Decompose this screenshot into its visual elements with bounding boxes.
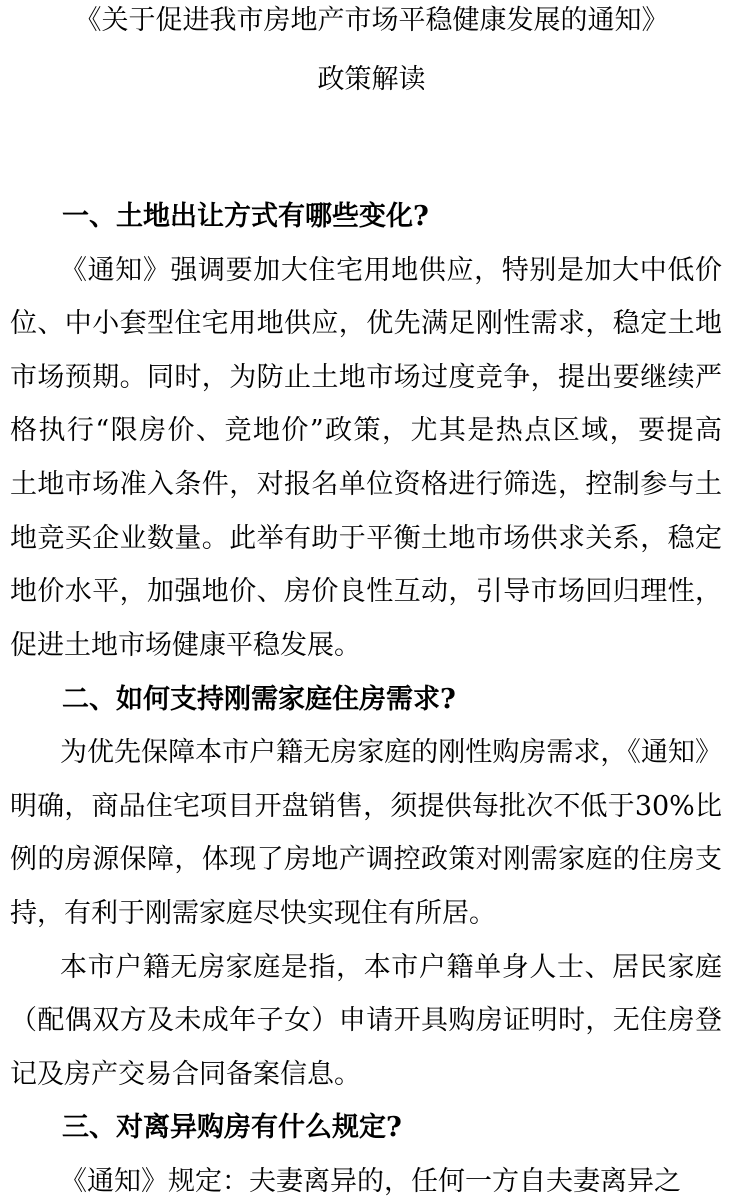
paragraph-line: 持，有利于刚需家庭尽快实现住有所居。 — [10, 898, 496, 929]
section-heading-1: 一、土地出让方式有哪些变化? — [62, 201, 429, 232]
paragraph-line: 市场预期。同时，为防止土地市场过度竞争，提出要继续严 — [10, 362, 722, 393]
paragraph-line: 位、中小套型住宅用地供应，优先满足刚性需求，稳定土地 — [10, 308, 722, 339]
paragraph-line: 记及房产交易合同备案信息。 — [10, 1059, 361, 1090]
paragraph-line: 为优先保障本市户籍无房家庭的刚性购房需求，《通知》 — [60, 737, 722, 768]
paragraph-line: 地竞买企业数量。此举有助于平衡土地市场供求关系，稳定 — [10, 523, 722, 554]
paragraph-line: 土地市场准入条件，对报名单位资格进行筛选，控制参与土 — [10, 469, 722, 500]
paragraph-line: （配偶双方及未成年子女）申请开具购房证明时，无住房登 — [10, 1005, 722, 1036]
paragraph-line: 例的房源保障，体现了房地产调控政策对刚需家庭的住房支 — [10, 844, 722, 875]
paragraph-line: 《通知》强调要加大住宅用地供应，特别是加大中低价 — [60, 255, 722, 286]
section-heading-2: 二、如何支持刚需家庭住房需求? — [62, 684, 456, 715]
section-heading-3: 三、对离异购房有什么规定? — [62, 1112, 402, 1143]
paragraph-line: 地价水平，加强地价、房价良性互动，引导市场回归理性， — [10, 576, 722, 607]
paragraph-line: 明确，商品住宅项目开盘销售，须提供每批次不低于30%比 — [10, 791, 722, 822]
document-subtitle: 政策解读 — [317, 64, 426, 95]
paragraph-line: 《通知》规定：夫妻离异的，任何一方自夫妻离异之 — [60, 1166, 681, 1197]
paragraph-line: 本市户籍无房家庭是指，本市户籍单身人士、居民家庭 — [60, 952, 722, 983]
paragraph-line: 格执行“限房价、竞地价”政策，尤其是热点区域，要提高 — [10, 415, 722, 446]
document-title: 《关于促进我市房地产市场平稳健康发展的通知》 — [74, 5, 669, 36]
paragraph-line: 促进土地市场健康平稳发展。 — [10, 630, 361, 661]
